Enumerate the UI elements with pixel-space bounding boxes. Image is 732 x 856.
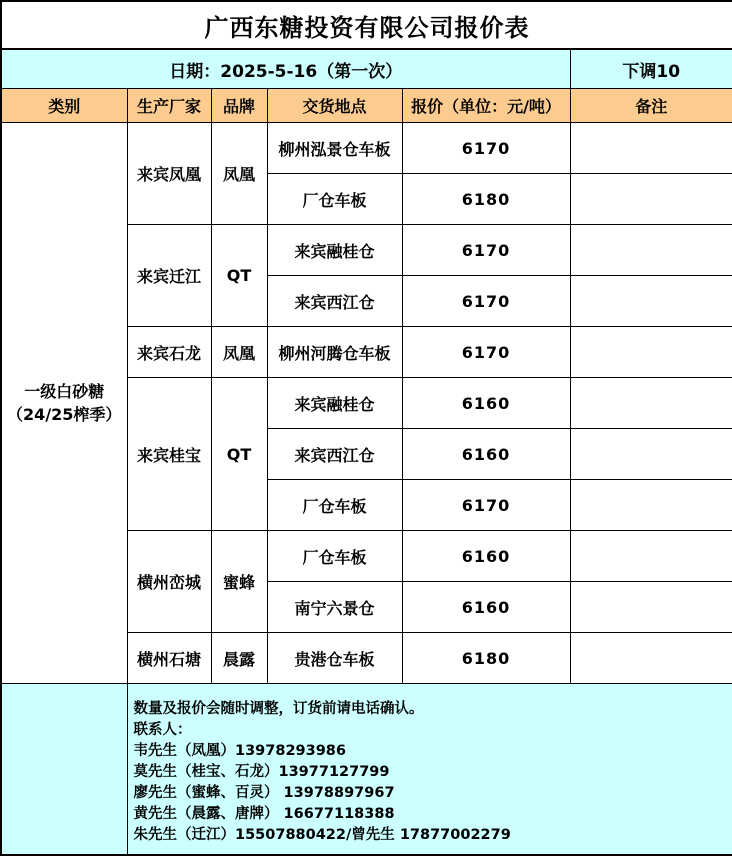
price-cell: 6160 (402, 582, 570, 633)
footer-notice: 数量及报价会随时调整，订货前请电话确认。 (133, 701, 424, 717)
manufacturer-cell: 横州峦城 (127, 531, 211, 633)
table-row (1, 123, 732, 174)
remark-cell (570, 174, 732, 225)
price-cell: 6180 (402, 633, 570, 684)
footer-contact: 莫先生（桂宝、石龙）13977127799 (133, 764, 390, 780)
remark-cell (570, 480, 732, 531)
location-cell: 来宾融桂仓 (267, 378, 402, 429)
footer-row (1, 684, 732, 856)
footer-contact-heading: 联系人： (133, 722, 192, 738)
remark-cell (570, 633, 732, 684)
manufacturer-cell: 来宾石龙 (127, 327, 211, 378)
remark-cell (570, 582, 732, 633)
footer-contact: 廖先生（蜜蜂、百灵） 13978897967 (133, 785, 395, 801)
remark-cell (570, 123, 732, 174)
col-header-brand: 品牌 (211, 89, 267, 123)
remark-cell (570, 327, 732, 378)
brand-cell: 晨露 (211, 633, 267, 684)
footer-contact: 朱先生（迁江）15507880422/曾先生 17877002279 (133, 827, 511, 843)
page-title: 广西东糖投资有限公司报价表 (1, 1, 732, 49)
title-row (1, 1, 732, 49)
category-line2: （24/25榨季） (7, 405, 122, 424)
price-adjustment-badge: 下调10 (570, 49, 732, 89)
location-cell: 柳州河腾仓车板 (267, 327, 402, 378)
location-cell: 来宾西江仓 (267, 429, 402, 480)
location-cell: 南宁六景仓 (267, 582, 402, 633)
location-cell: 厂仓车板 (267, 531, 402, 582)
remark-cell (570, 531, 732, 582)
manufacturer-cell: 来宾凤凰 (127, 123, 211, 225)
location-cell: 来宾融桂仓 (267, 225, 402, 276)
footer-contact: 韦先生（凤凰）13978293986 (133, 743, 346, 759)
brand-cell: 凤凰 (211, 123, 267, 225)
col-header-remark: 备注 (570, 89, 732, 123)
remark-cell (570, 378, 732, 429)
remark-cell (570, 225, 732, 276)
price-cell: 6160 (402, 378, 570, 429)
location-cell: 柳州泓景仓车板 (267, 123, 402, 174)
price-cell: 6170 (402, 225, 570, 276)
brand-cell: 蜜蜂 (211, 531, 267, 633)
header-row (1, 89, 732, 123)
category-cell (1, 123, 127, 684)
price-cell: 6160 (402, 531, 570, 582)
brand-cell: 凤凰 (211, 327, 267, 378)
col-header-location: 交货地点 (267, 89, 402, 123)
footer-notes (127, 684, 732, 856)
col-header-price: 报价（单位：元/吨） (402, 89, 570, 123)
price-cell: 6170 (402, 123, 570, 174)
location-cell: 来宾西江仓 (267, 276, 402, 327)
price-cell: 6160 (402, 429, 570, 480)
location-cell: 厂仓车板 (267, 480, 402, 531)
date-label: 日期：2025-5-16（第一次） (1, 49, 570, 89)
remark-cell (570, 429, 732, 480)
manufacturer-cell: 横州石塘 (127, 633, 211, 684)
brand-cell: QT (211, 378, 267, 531)
price-cell: 6170 (402, 480, 570, 531)
category-line1: 一级白砂糖 (24, 381, 105, 401)
price-cell: 6180 (402, 174, 570, 225)
manufacturer-cell: 来宾迁江 (127, 225, 211, 327)
brand-cell: QT (211, 225, 267, 327)
footer-left-cell (1, 684, 127, 856)
footer-contact: 黄先生（晨露、唐牌） 16677118388 (133, 806, 395, 822)
location-cell: 贵港仓车板 (267, 633, 402, 684)
remark-cell (570, 276, 732, 327)
col-header-category: 类别 (1, 89, 127, 123)
location-cell: 厂仓车板 (267, 174, 402, 225)
col-header-manufacturer: 生产厂家 (127, 89, 211, 123)
date-row (1, 49, 732, 89)
price-cell: 6170 (402, 327, 570, 378)
manufacturer-cell: 来宾桂宝 (127, 378, 211, 531)
price-cell: 6170 (402, 276, 570, 327)
